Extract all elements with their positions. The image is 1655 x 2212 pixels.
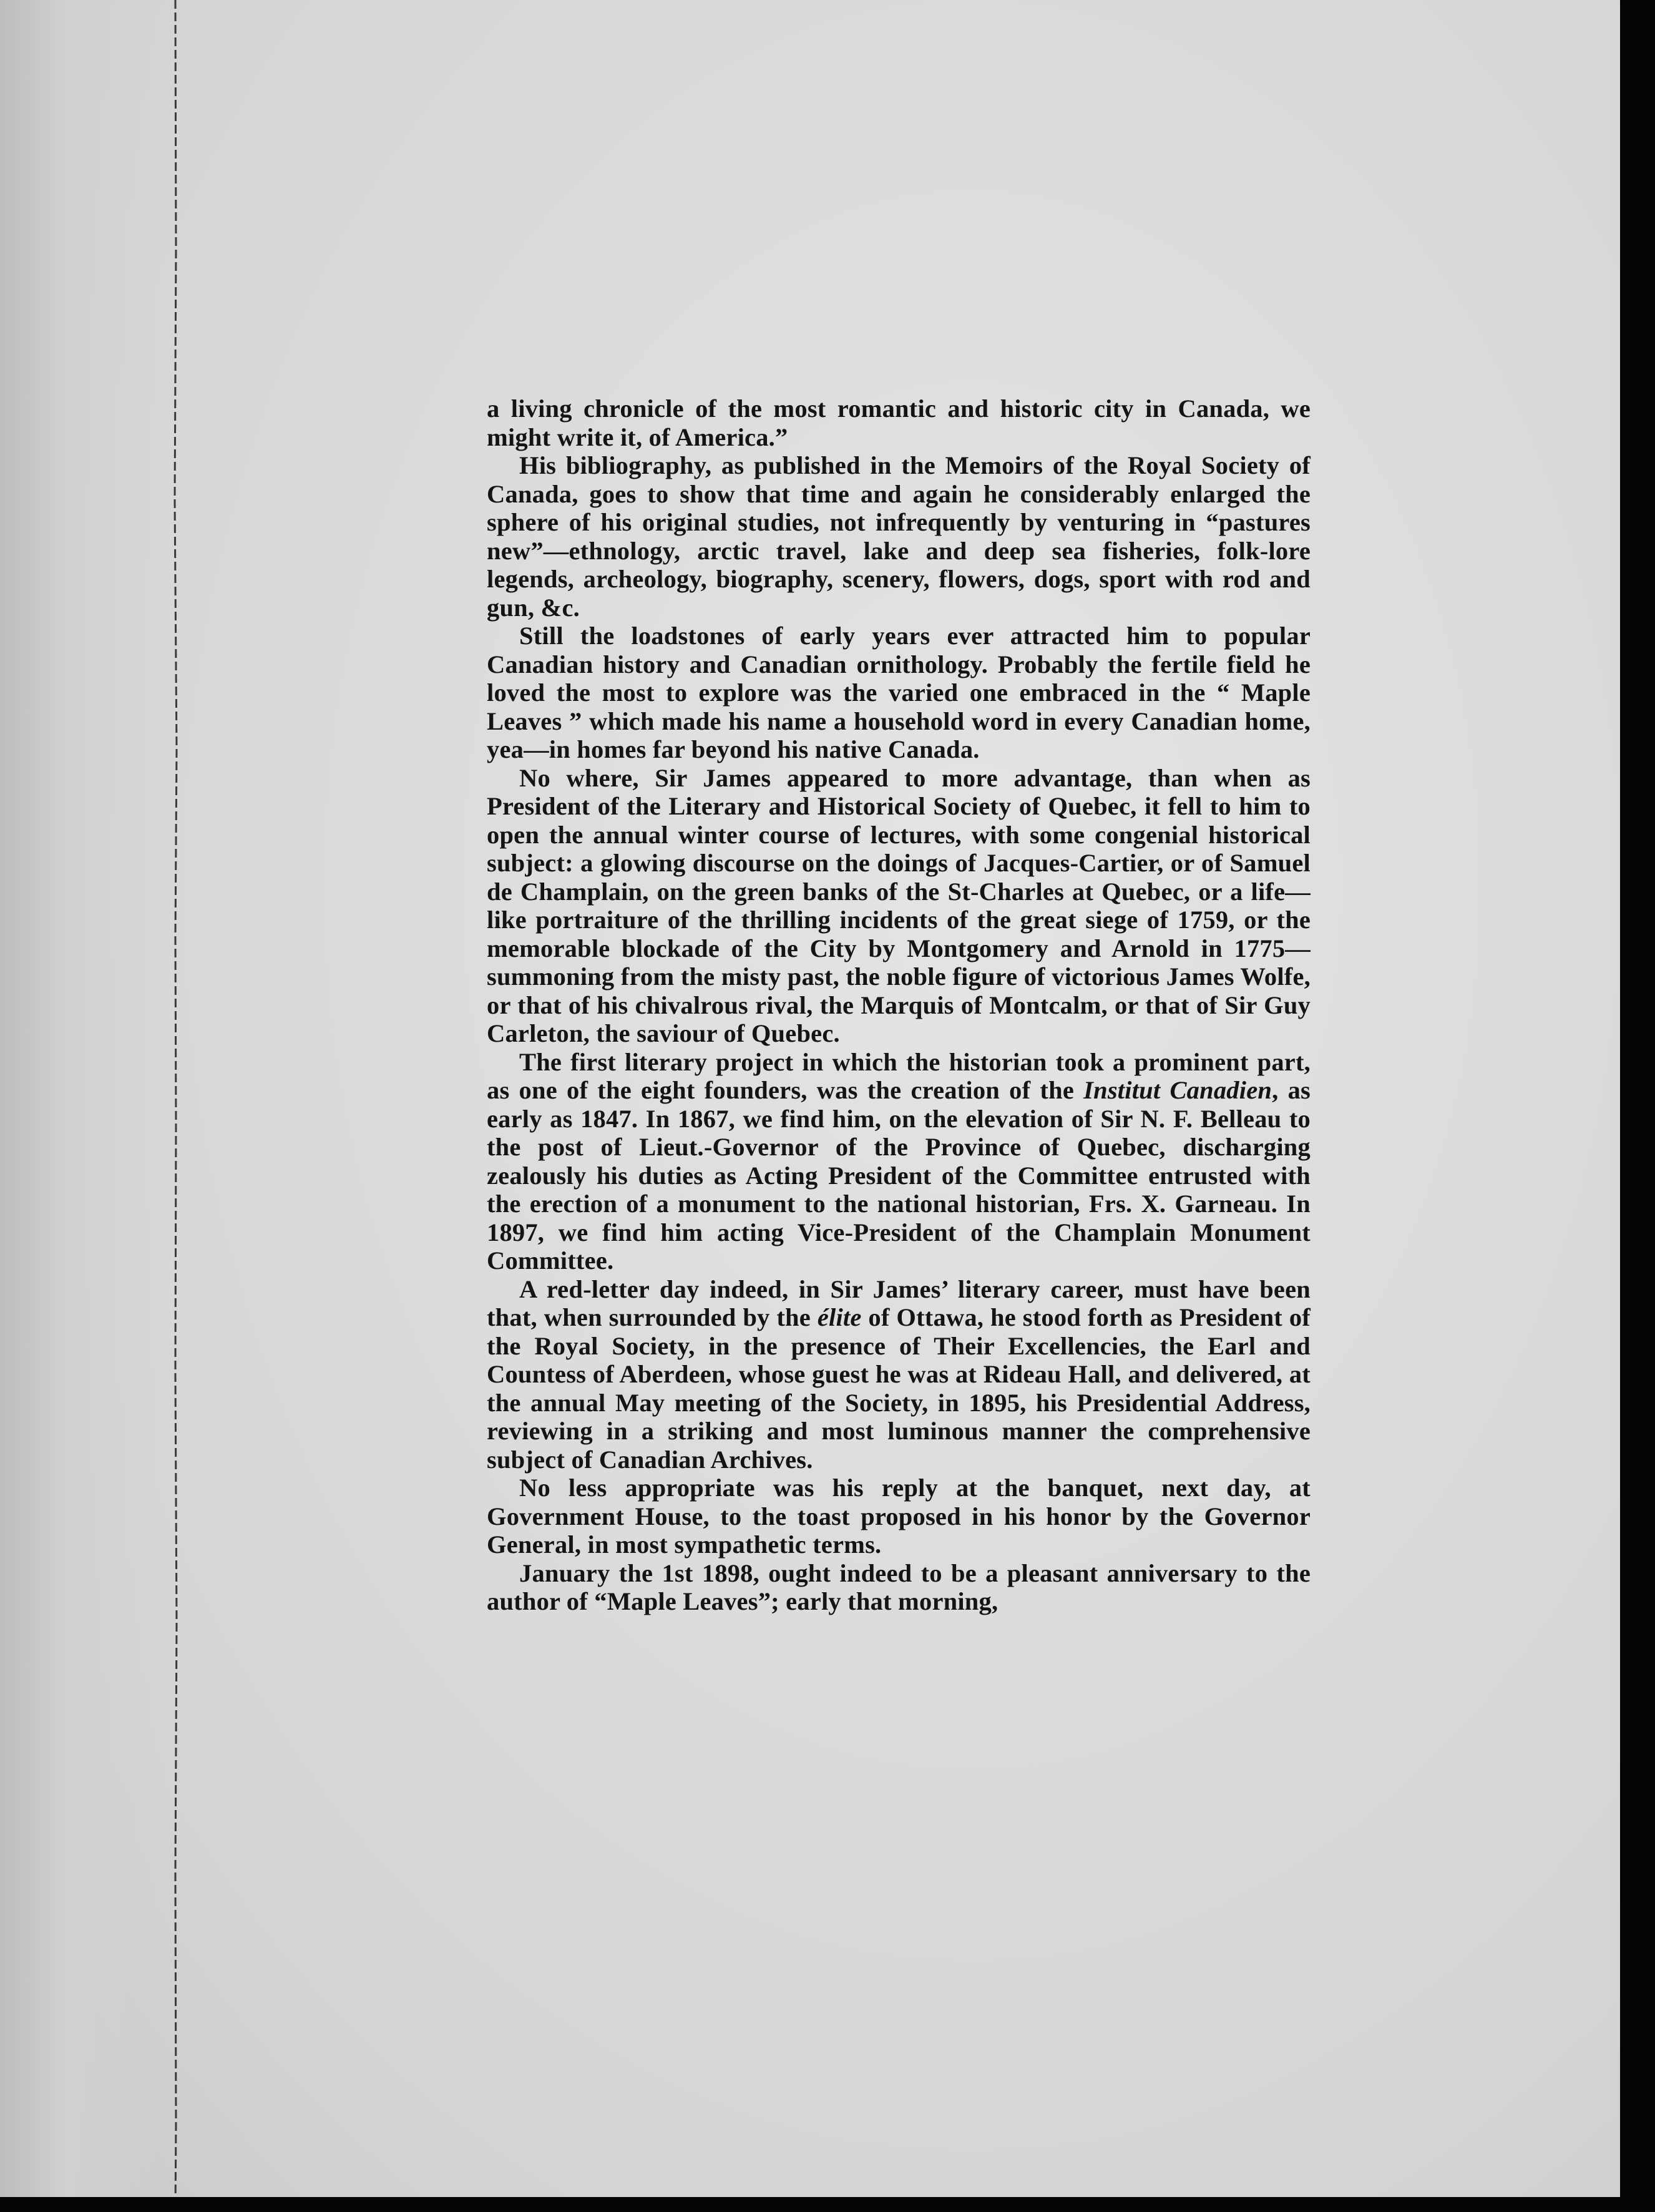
paragraph-8: January the 1st 1898, ought indeed to be a pleasant anniversary to the author of “Maple Leaves”; early that morning, xyxy=(487,1559,1311,1615)
paragraph-4: No where, Sir James appeared to more advantage, than when as President of the Literary and Historical Society of Quebec, it fell to him to open the annual winter course of lectures, with some congenial historical subject: a glowing discourse on the doings of Jacques-Cartier, or of Samuel de Champlain, on the green banks of the St-Charles at Quebec, or a life—like portraiture of the thrilling incidents of the great siege of 1759, or the memorable blockade of the City by Montgomery and Arnold in 1775—summoning from the misty past, the noble figure of victorious James Wolfe, or that of his chivalrous rival, the Marquis of Montcalm, or that of Sir Guy Carleton, the saviour of Quebec. xyxy=(487,763,1311,1047)
paragraph-2: His bibliography, as published in the Memoirs of the Royal Society of Canada, goes to show that time and again he considerably enlarged the sphere of his original studies, not infrequently by venturing in “pastures new”—ethnology, arctic travel, lake and deep sea fisheries, folk-lore legends, archeology, biography, scenery, flowers, dogs, sport with rod and gun, &c. xyxy=(487,451,1311,622)
paragraph-1: a living chronicle of the most romantic and historic city in Canada, we might write it, of America.” xyxy=(487,394,1311,451)
scan-border-bottom xyxy=(0,2197,1655,2212)
gutter-shadow xyxy=(0,0,162,2212)
binding-stitching xyxy=(173,0,177,2212)
elite-italic: élite xyxy=(817,1303,862,1331)
institut-canadien-italic: Institut Canadien xyxy=(1083,1076,1272,1104)
paragraph-5: The first literary project in which the historian took a prominent part, as one of the eight founders, was the creation of the Institut Canadien, as early as 1847. In 1867, we find him, on the elevation of Sir N. F. Belleau to the post of Lieut.-Governor of the Province of Quebec, discharging zealously his duties as Acting President of the Committee entrusted with the erection of a monument to the national historian, Frs. X. Garneau. In 1897, we find him acting Vice-President of the Champlain Monument Committee. xyxy=(487,1047,1311,1275)
paragraph-7: No less appropriate was his reply at the banquet, next day, at Government House, to the toast proposed in his honor by the Governor General, in most sympathetic terms. xyxy=(487,1474,1311,1559)
scan-border-right xyxy=(1620,0,1655,2212)
body-text xyxy=(487,394,1311,1616)
paragraph-3: Still the loadstones of early years ever attracted him to popular Canadian history and Canadian ornithology. Probably the fertile field he loved the most to explore was the varied one embraced in the “ Maple Leaves ” which made his name a household word in every Canadian home, yea—in homes far beyond his native Canada. xyxy=(487,622,1311,763)
paragraph-6: A red-letter day indeed, in Sir James’ literary career, must have been that, when surrounded by the élite of Ottawa, he stood forth as President of the Royal Society, in the presence of Their Excellencies, the Earl and Countess of Aberdeen, whose guest he was at Rideau Hall, and delivered, at the annual May meeting of the Society, in 1895, his Presidential Address, reviewing in a striking and most luminous manner the comprehensive subject of Canadian Archives. xyxy=(487,1275,1311,1474)
